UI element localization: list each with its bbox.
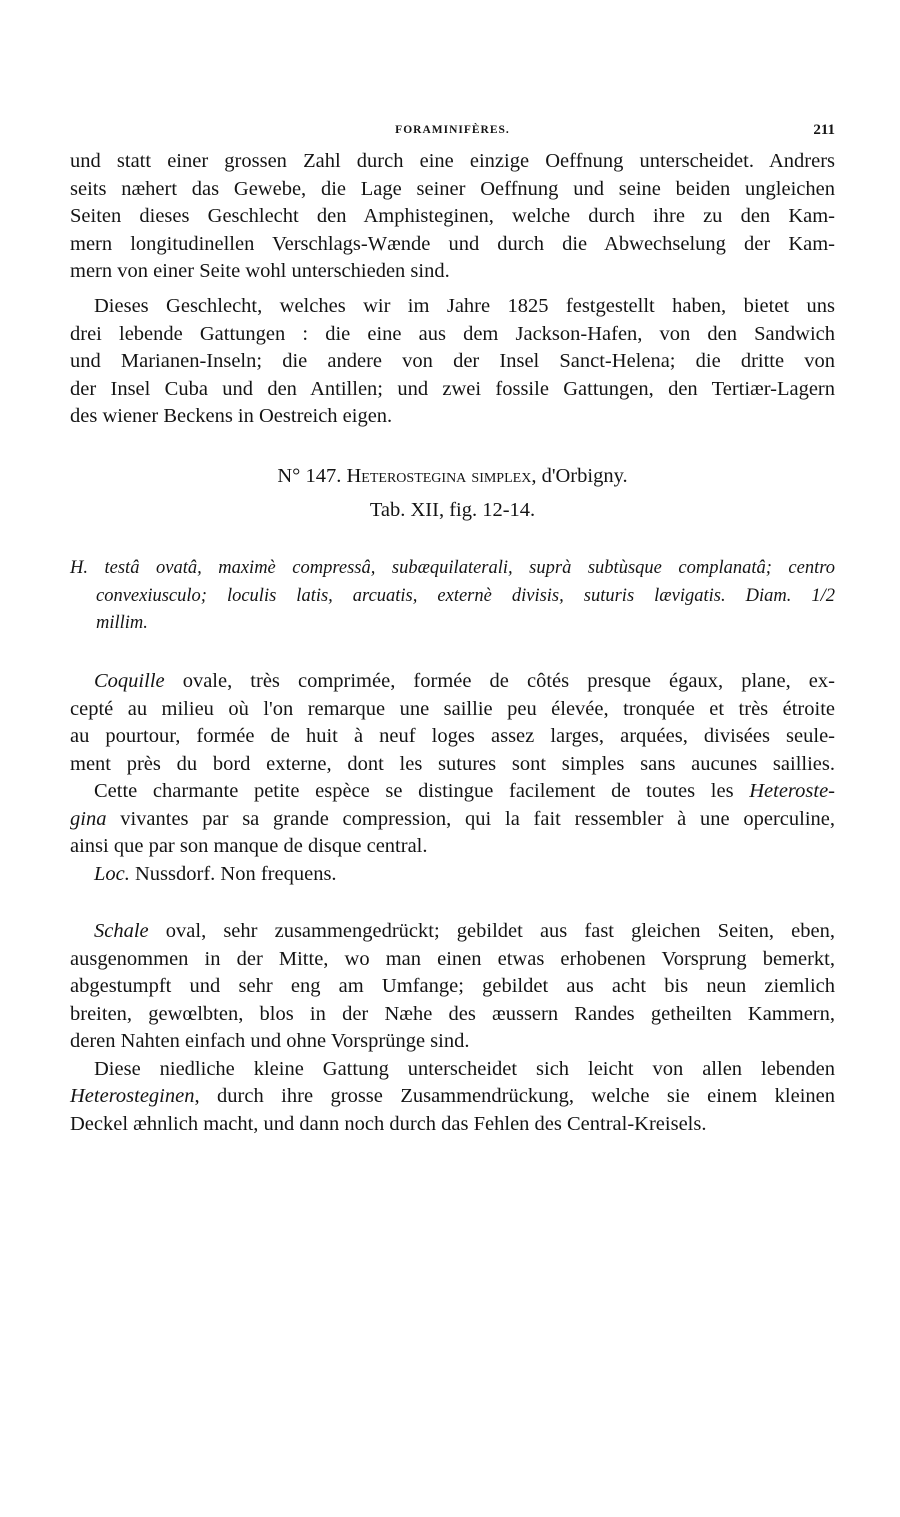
diagnosis-line: convexiusculo; loculis latis, arcuatis, externè divisis, suturis lævigatis. Diam. 1/2 <box>96 585 835 606</box>
text-line: und Marianen-Inseln; die andere von der Insel Sanct-Helena; die dritte von <box>70 350 835 372</box>
text-span: vivantes par sa grande compression, qui la fait ressembler à une operculine, <box>106 807 835 830</box>
text-line: deren Nahten einfach und ohne Vorsprünge sind. <box>70 1030 470 1052</box>
paragraph-german-intro-2 <box>70 293 835 431</box>
species-title <box>70 463 835 491</box>
text-span: Cette charmante petite espèce se distingue facilement de toutes les <box>94 780 750 802</box>
text-line: der Insel Cuba und den Antillen; und zwei fossile Gattungen, den Tertiær-Lagern <box>70 377 835 400</box>
text-line: mern longitudinellen Verschlags-Wænde und durch die Abwechselung der Kam- <box>70 232 835 255</box>
text-line <box>70 806 835 834</box>
page-header <box>70 122 835 142</box>
species-author: , d'Orbigny. <box>531 465 628 487</box>
text-line <box>70 918 835 946</box>
french-description <box>70 668 835 888</box>
text-line: Deckel æhnlich macht, und dann noch durch das Fehlen des Central-Kreisels. <box>70 1112 707 1135</box>
latin-diagnosis <box>70 555 835 638</box>
german-description <box>70 918 835 1138</box>
italic-genus: Heteroste- <box>749 780 835 802</box>
text-line: Dieses Geschlecht, welches wir im Jahre 1825 festgestellt haben, bietet uns <box>94 295 835 317</box>
running-title: FORAMINIFÈRES. <box>395 124 510 136</box>
text-span: , durch ihre grosse Zusammendrückung, welche sie einem kleinen <box>194 1085 835 1107</box>
text-line: au pourtour, formée de huit à neuf loges assez larges, arquées, divisées seule- <box>70 725 835 747</box>
text-line: cepté au milieu où l'on remarque une saillie peu élevée, tronquée et très étroite <box>70 697 835 720</box>
text-line: breiten, gewœlbten, blos in der Næhe des æussern Randes getheilten Kammern, <box>70 1002 835 1025</box>
italic-genus: gina <box>70 807 107 830</box>
text-line: Diese niedliche kleine Gattung unterscheidet sich leicht von allen lebenden <box>94 1057 835 1080</box>
paragraph-german-intro-1 <box>70 148 835 286</box>
locality-label: Loc. <box>94 862 130 885</box>
text-line <box>70 668 835 696</box>
text-line: drei lebende Gattungen : die eine aus dem Jackson-Hafen, von den Sandwich <box>70 322 835 345</box>
species-name: Heterostegina simplex <box>346 465 532 487</box>
species-heading <box>70 463 835 524</box>
text-line <box>70 778 835 806</box>
species-number: N° 147. <box>277 465 342 487</box>
text-line: abgestumpft und sehr eng am Umfange; gebildet aus acht bis neun ziemlich <box>70 975 835 997</box>
text-line: und statt einer grossen Zahl durch eine einzige Oeffnung unterscheidet. Andrers <box>70 150 835 172</box>
text-line <box>70 1083 835 1111</box>
diagnosis-line: H. testâ ovatâ, maximè compressâ, subæquilaterali, suprà subtùsque complanatâ; centro <box>70 558 835 578</box>
page-number: 211 <box>813 122 835 138</box>
diagnosis-line: millim. <box>96 613 148 633</box>
lead-word: Schale <box>94 920 149 942</box>
text-line: mern von einer Seite wohl unterschieden sind. <box>70 260 450 282</box>
locality-line <box>70 861 835 889</box>
italic-genus: Heterosteginen <box>70 1085 195 1107</box>
text-span: oval, sehr zusammengedrückt; gebildet aus fast gleichen Seiten, eben, <box>148 920 835 942</box>
text-line: ainsi que par son manque de disque central. <box>70 835 428 857</box>
text-line: ausgenommen in der Mitte, wo man einen etwas erhobenen Vorsprung bemerkt, <box>70 947 835 970</box>
locality-text: Nussdorf. Non frequens. <box>129 862 337 885</box>
text-line: ment près du bord externe, dont les sutures sont simples sans aucunes saillies. <box>70 752 835 775</box>
text-span: ovale, très comprimée, formée de côtés presque égaux, plane, ex- <box>164 670 835 692</box>
lead-word: Coquille <box>94 670 165 692</box>
text-line: Seiten dieses Geschlecht den Amphisteginen, welche durch ihre zu den Kam- <box>70 205 835 227</box>
plate-reference: Tab. XII, fig. 12-14. <box>369 498 536 521</box>
text-line: seits næhert das Gewebe, die Lage seiner Oeffnung und seine beiden ungleichen <box>70 177 835 200</box>
text-line: des wiener Beckens in Oestreich eigen. <box>70 405 393 427</box>
